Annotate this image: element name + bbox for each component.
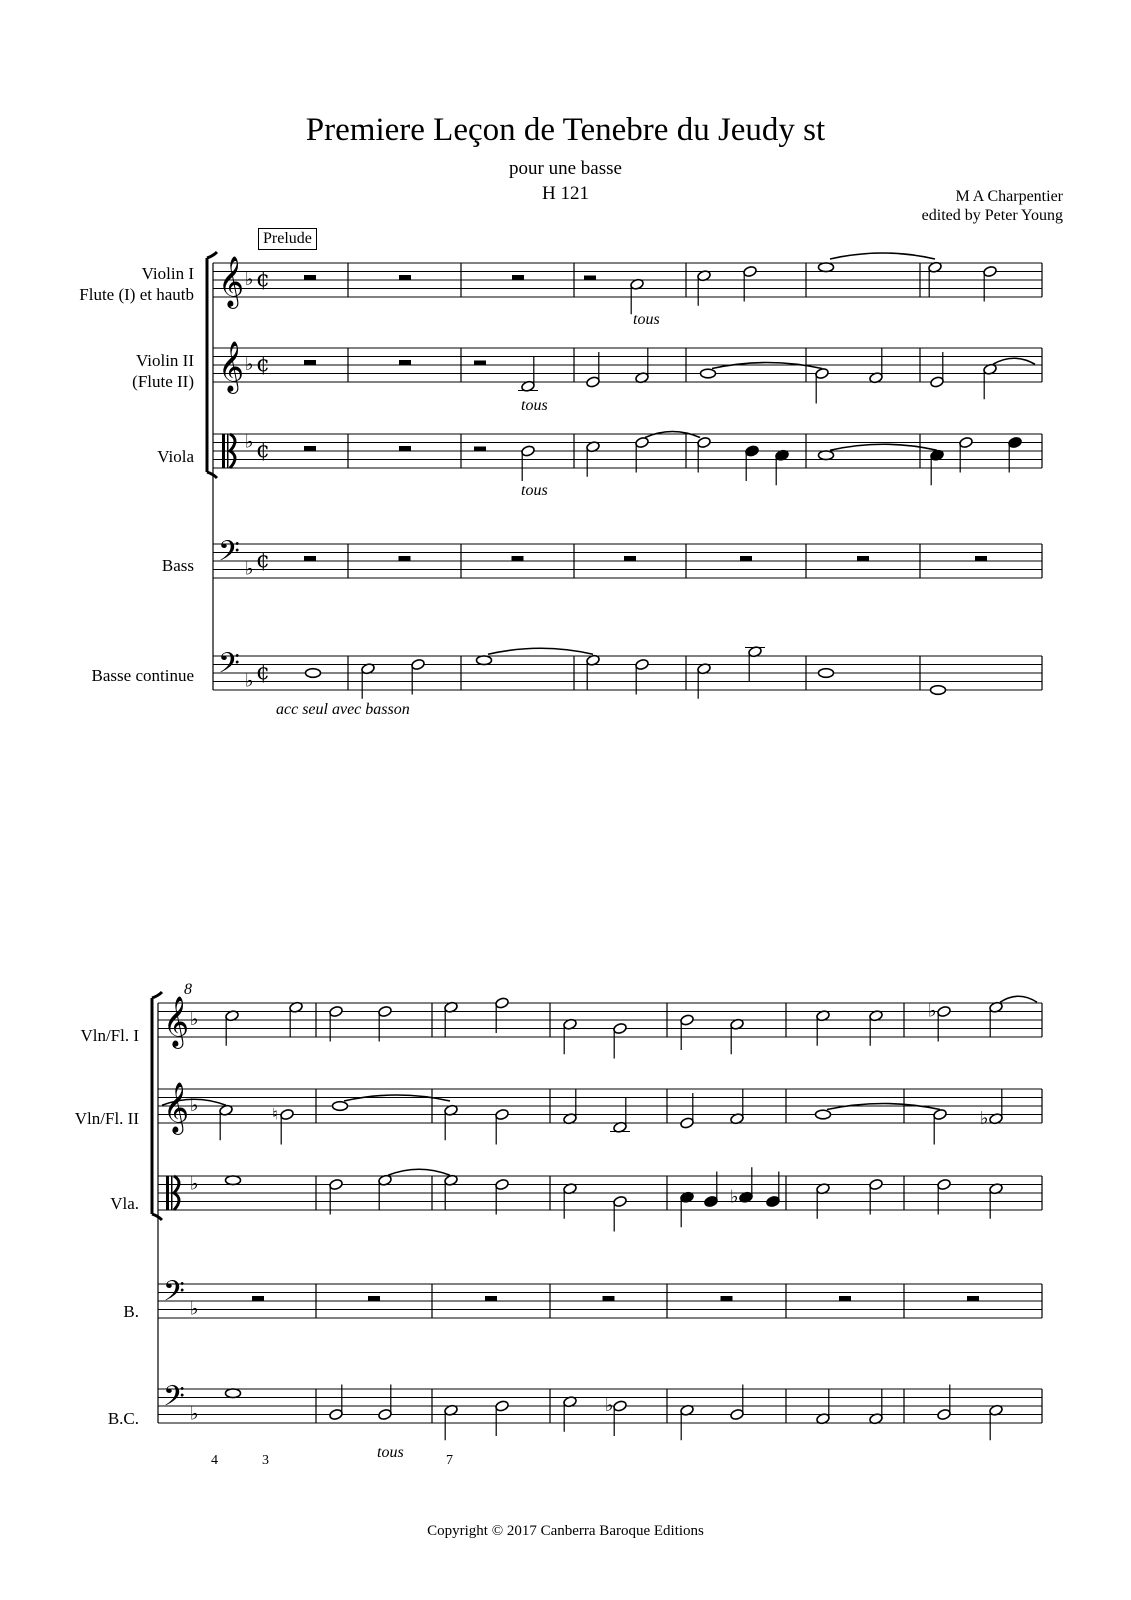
notehead	[411, 658, 426, 670]
notehead	[937, 1408, 952, 1420]
label-b: B.	[123, 1302, 139, 1321]
composer: M A Charpentier	[955, 188, 1063, 205]
notehead	[933, 1108, 948, 1120]
whole-rest	[512, 556, 524, 561]
half-rest	[474, 447, 486, 452]
notehead	[815, 367, 830, 379]
label-viola: Viola	[157, 447, 194, 466]
notehead	[329, 1178, 344, 1190]
notehead	[931, 686, 946, 695]
notehead	[959, 436, 974, 448]
tous-violin1: tous	[633, 311, 660, 328]
treble-clef: 𝄞	[163, 996, 190, 1047]
tempo-marking: Prelude	[258, 228, 317, 250]
tie	[830, 444, 937, 450]
figure-7: 7	[446, 1453, 453, 1468]
cut-time: ¢	[256, 438, 270, 463]
notehead	[495, 997, 510, 1009]
editor-credit: edited by Peter Young	[921, 207, 1063, 224]
notehead	[869, 1178, 884, 1190]
tie	[488, 648, 593, 654]
tie	[388, 1169, 450, 1175]
notehead	[930, 376, 945, 388]
whole-rest	[839, 1296, 851, 1301]
notehead	[937, 1005, 952, 1017]
cut-time: ¢	[256, 352, 270, 377]
tous-continuo: tous	[377, 1444, 404, 1461]
notehead	[280, 1108, 295, 1120]
continuo-instruction: acc seul avec basson	[276, 701, 410, 718]
notehead	[819, 669, 834, 678]
whole-rest	[304, 556, 316, 561]
alto-clef	[166, 1176, 169, 1210]
flat-accidental: ♭	[190, 1298, 199, 1320]
whole-rest	[368, 1296, 380, 1301]
whole-rest	[967, 1296, 979, 1301]
cut-time: ¢	[256, 660, 270, 685]
notehead	[586, 376, 601, 388]
notehead	[745, 445, 760, 457]
notehead	[613, 1022, 628, 1034]
notehead	[730, 1408, 745, 1420]
notehead	[635, 436, 650, 448]
flat-accidental: ♭	[190, 1403, 199, 1425]
notehead	[819, 451, 834, 460]
treble-clef: 𝄞	[218, 256, 245, 307]
whole-rest	[304, 446, 316, 451]
whole-rest	[252, 1296, 264, 1301]
figure-4: 4	[211, 1453, 218, 1468]
whole-rest	[975, 556, 987, 561]
bass-clef: 𝄢	[163, 1380, 185, 1420]
flat-accidental: ♭	[190, 1009, 199, 1030]
notehead	[766, 1195, 781, 1207]
notehead	[816, 1110, 831, 1119]
label-violin1-line1: Violin I	[141, 264, 194, 283]
notehead	[329, 1408, 344, 1420]
flat-accidental: ♭	[190, 1173, 199, 1195]
half-rest	[584, 276, 596, 281]
flat-accidental: ♭	[605, 1395, 614, 1416]
flat-accidental: ♭	[980, 1107, 989, 1129]
flat-accidental: ♭	[245, 354, 254, 375]
bass-clef: 𝄢	[163, 1275, 185, 1315]
alto-clef	[222, 434, 225, 468]
label-violin2-line2: (Flute II)	[132, 372, 194, 391]
flat-accidental: ♭	[190, 1095, 199, 1116]
notehead	[329, 1005, 344, 1017]
treble-clef: 𝄞	[218, 341, 245, 392]
score-subtitle: pour une basse	[509, 158, 622, 179]
whole-rest	[399, 360, 411, 365]
catalog-number: H 121	[542, 183, 589, 204]
tie	[993, 358, 1035, 364]
figure-3: 3	[262, 1453, 269, 1468]
notehead	[495, 1178, 510, 1190]
whole-rest	[304, 360, 316, 365]
notehead	[1008, 436, 1023, 448]
label-vla: Vla.	[110, 1194, 139, 1213]
label-bc: B.C.	[107, 1409, 139, 1428]
copyright: Copyright © 2017 Canberra Baroque Editions	[427, 1523, 704, 1539]
cut-time: ¢	[256, 267, 270, 292]
label-violin1-line2: Flute (I) et hautb	[79, 285, 194, 304]
flat-accidental: ♭	[245, 558, 254, 580]
whole-rest	[740, 556, 752, 561]
label-bass: Bass	[161, 556, 194, 575]
whole-rest	[857, 556, 869, 561]
notehead	[704, 1195, 719, 1207]
whole-rest	[399, 556, 411, 561]
whole-rest	[485, 1296, 497, 1301]
notehead	[743, 265, 758, 277]
cut-time: ¢	[256, 548, 270, 573]
bass-clef: 𝄢	[218, 647, 240, 687]
notehead	[226, 1389, 241, 1398]
notehead	[306, 669, 321, 678]
treble-clef: 𝄞	[163, 1082, 190, 1133]
whole-rest	[721, 1296, 733, 1301]
notehead	[680, 1117, 695, 1129]
tie	[830, 253, 935, 259]
label-vln-fl-2: Vln/Fl. II	[74, 1109, 139, 1128]
label-continuo: Basse continue	[91, 666, 194, 685]
whole-rest	[624, 556, 636, 561]
notehead	[613, 1400, 628, 1412]
whole-rest	[512, 275, 524, 280]
whole-rest	[399, 446, 411, 451]
flat-accidental: ♭	[928, 1000, 937, 1022]
notehead	[680, 1014, 695, 1026]
notehead	[697, 436, 712, 448]
flat-accidental: ♭	[245, 431, 254, 453]
flat-accidental: ♭	[245, 670, 254, 692]
notehead	[226, 1176, 241, 1185]
notehead	[477, 656, 492, 665]
notehead	[495, 1400, 510, 1412]
notehead	[701, 369, 716, 378]
half-rest	[474, 361, 486, 366]
whole-rest	[399, 275, 411, 280]
notehead	[521, 445, 536, 457]
tie	[1000, 996, 1037, 1002]
flat-accidental: ♭	[730, 1186, 739, 1208]
notehead	[937, 1178, 952, 1190]
notehead	[635, 658, 650, 670]
natural-accidental: ♮	[272, 1104, 278, 1124]
notehead	[378, 1408, 393, 1420]
tous-violin2: tous	[521, 397, 548, 414]
whole-rest	[304, 275, 316, 280]
notehead	[378, 1005, 393, 1017]
label-vln-fl-1: Vln/Fl. I	[80, 1026, 139, 1045]
notehead	[613, 1195, 628, 1207]
flat-accidental: ♭	[245, 269, 254, 290]
bass-clef: 𝄢	[218, 535, 240, 575]
score-title: Premiere Leçon de Tenebre du Jeudy st	[305, 112, 826, 148]
notehead	[819, 263, 834, 272]
notehead	[495, 1108, 510, 1120]
label-violin2-line1: Violin II	[136, 351, 194, 370]
notehead	[983, 265, 998, 277]
whole-rest	[603, 1296, 615, 1301]
tous-viola: tous	[521, 482, 548, 499]
measure-number: 8	[184, 981, 192, 998]
notehead	[333, 1102, 348, 1111]
